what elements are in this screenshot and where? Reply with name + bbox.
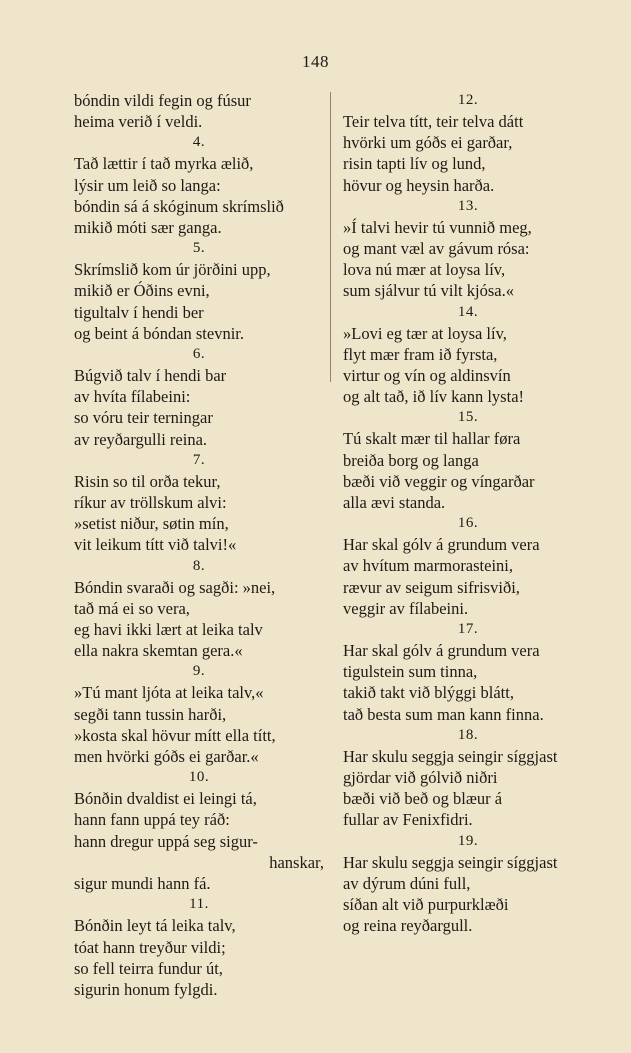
stanza-number: 13. xyxy=(457,197,479,214)
verse-line: lova nú mær at loysa lív, xyxy=(343,260,506,280)
stanza xyxy=(74,661,342,767)
verse-line: so fell teirra fundur út, xyxy=(74,958,223,978)
stanza xyxy=(74,556,342,662)
verse-line: Tað lættir í tað myrka ælið, xyxy=(74,154,254,174)
verse-line: tað má ei so vera, xyxy=(74,598,190,618)
stanza xyxy=(74,132,342,238)
verse-line: Har skal gólv á grundum vera xyxy=(343,535,540,555)
verse-line: gjördar við gólvið niðri xyxy=(343,768,498,788)
verse-line: hanskar, xyxy=(269,852,324,872)
verse-line: Skrímslið kom úr jörðini upp, xyxy=(74,260,271,280)
stanza xyxy=(74,238,342,344)
verse-line: eg havi ikki lært at leika talv xyxy=(74,620,263,640)
verse-line: sigurin honum fylgdi. xyxy=(74,979,218,999)
stanza-number: 18. xyxy=(457,726,479,743)
stanza xyxy=(343,725,611,831)
page-number: 148 xyxy=(302,52,329,71)
verse-line: sigur mundi hann fá. xyxy=(74,874,211,894)
stanza xyxy=(74,450,342,556)
stanza-number: 12. xyxy=(457,92,479,108)
verse-line: Har skulu seggja seingir síggjast xyxy=(343,746,558,766)
verse-line: og reina reyðargull. xyxy=(343,916,473,936)
verse-line: »setist niður, søtin mín, xyxy=(74,514,229,534)
verse-line: »Lovi eg tær at loysa lív, xyxy=(343,323,507,343)
stanza xyxy=(343,302,611,408)
stanza-number: 9. xyxy=(192,663,206,680)
verse-line: av reyðargulli reina. xyxy=(74,429,208,449)
stanza-number: 4. xyxy=(192,134,206,151)
verse-line: og beint á bóndan stevnir. xyxy=(74,323,245,343)
verse-line: breiða borg og langa xyxy=(343,450,479,470)
verse-line: tóat hann treyður vildi; xyxy=(74,937,226,957)
verse-line: ella nakra skemtan gera.« xyxy=(74,641,243,661)
verse-line: men hvörki góðs ei garðar.« xyxy=(74,747,259,767)
stanza xyxy=(343,513,611,619)
verse-line: risin tapti lív og lund, xyxy=(343,154,486,174)
stanza xyxy=(74,90,342,132)
verse-line: mikið móti sær ganga. xyxy=(74,218,222,238)
verse-line: »Tú mant ljóta at leika talv,« xyxy=(74,683,264,703)
verse-line: hann fann uppá tey ráð: xyxy=(74,810,230,830)
verse-line: mikið er Óðins evni, xyxy=(74,281,210,301)
verse-line: Tú skalt mær til hallar føra xyxy=(343,429,521,449)
verse-line: flyt mær fram ið fyrsta, xyxy=(343,344,498,364)
verse-line: so vóru teir terningar xyxy=(74,408,213,428)
verse-line: bóndin vildi fegin og fúsur xyxy=(74,91,251,110)
verse-line: bæði við beð og blæur á xyxy=(343,789,503,809)
verse-line: takið takt við blýggi blátt, xyxy=(343,683,514,703)
column-divider xyxy=(330,92,331,382)
stanza-number: 11. xyxy=(189,896,209,913)
stanza xyxy=(74,344,342,450)
stanza xyxy=(343,407,611,513)
verse-line: rævur av seigum sifrisviði, xyxy=(343,577,520,597)
verse-line: av hvítum marmorasteini, xyxy=(343,556,514,576)
verse-line: Bóndin svaraði og sagði: »nei, xyxy=(74,577,276,597)
verse-line: og alt tað, ið lív kann lysta! xyxy=(343,387,525,407)
stanza xyxy=(74,894,342,1000)
verse-line: Bónðin leyt tá leika talv, xyxy=(74,916,236,936)
verse-line: hövur og heysin harða. xyxy=(343,175,495,195)
verse-line: av hvíta fílabeini: xyxy=(74,387,191,407)
verse-line: Búgvið talv í hendi bar xyxy=(74,366,227,386)
verse-line: tigulstein sum tinna, xyxy=(343,662,478,682)
verse-line: »kosta skal hövur mítt ella títt, xyxy=(74,725,276,745)
verse-line: lýsir um leið so langa: xyxy=(74,175,221,195)
stanza-number: 8. xyxy=(192,557,206,574)
stanza-number: 19. xyxy=(457,832,479,849)
verse-line: »Í talvi hevir tú vunnið meg, xyxy=(343,217,532,237)
verse-line: Teir telva títt, teir telva dátt xyxy=(343,112,524,131)
left-column xyxy=(74,90,342,1000)
verse-line: ríkur av tröllskum alvi: xyxy=(74,493,227,513)
verse-line: Har skulu seggja seingir síggjast xyxy=(343,852,558,872)
stanza-number: 7. xyxy=(192,451,206,468)
verse-line: síðan alt við purpurklæði xyxy=(343,895,509,915)
verse-line: segði tann tussin harði, xyxy=(74,704,227,724)
stanza xyxy=(343,831,611,937)
stanza-number: 15. xyxy=(457,409,479,426)
verse-line: av dýrum dúni full, xyxy=(343,873,471,893)
stanza xyxy=(343,619,611,725)
stanza-number: 16. xyxy=(457,515,479,532)
stanza-number: 5. xyxy=(192,240,206,257)
verse-line: tað besta sum man kann finna. xyxy=(343,704,544,724)
verse-line: veggir av fílabeini. xyxy=(343,598,469,618)
verse-line: tigultalv í hendi ber xyxy=(74,302,204,322)
stanza xyxy=(343,196,611,302)
verse-line: og mant væl av gávum rósa: xyxy=(343,239,530,259)
verse-line: Bónðin dvaldist ei leingi tá, xyxy=(74,789,257,809)
stanza-number: 17. xyxy=(457,621,479,638)
verse-line: alla ævi standa. xyxy=(343,493,446,513)
stanza xyxy=(74,767,342,894)
verse-line: hann dregur uppá seg sigur- xyxy=(74,831,258,851)
verse-line: bóndin sá á skóginum skrímslið xyxy=(74,196,284,216)
verse-line: heima verið í veldi. xyxy=(74,112,203,132)
verse-line: bæði við veggir og víngarðar xyxy=(343,471,535,491)
stanza-number: 14. xyxy=(457,303,479,320)
verse-line: fullar av Fenixfidri. xyxy=(343,810,473,830)
verse-line: hvörki um góðs ei garðar, xyxy=(343,133,513,153)
verse-line: Har skal gólv á grundum vera xyxy=(343,641,540,661)
verse-line: vit leikum títt við talvi!« xyxy=(74,535,237,555)
stanza-number: 10. xyxy=(188,769,210,786)
verse-line: sum sjálvur tú vilt kjósa.« xyxy=(343,281,514,301)
verse-line: Risin so til orða tekur, xyxy=(74,471,221,491)
stanza-number: 6. xyxy=(192,346,206,363)
verse-line: virtur og vín og aldinsvín xyxy=(343,366,511,386)
right-column xyxy=(343,90,611,937)
stanza xyxy=(343,90,611,196)
